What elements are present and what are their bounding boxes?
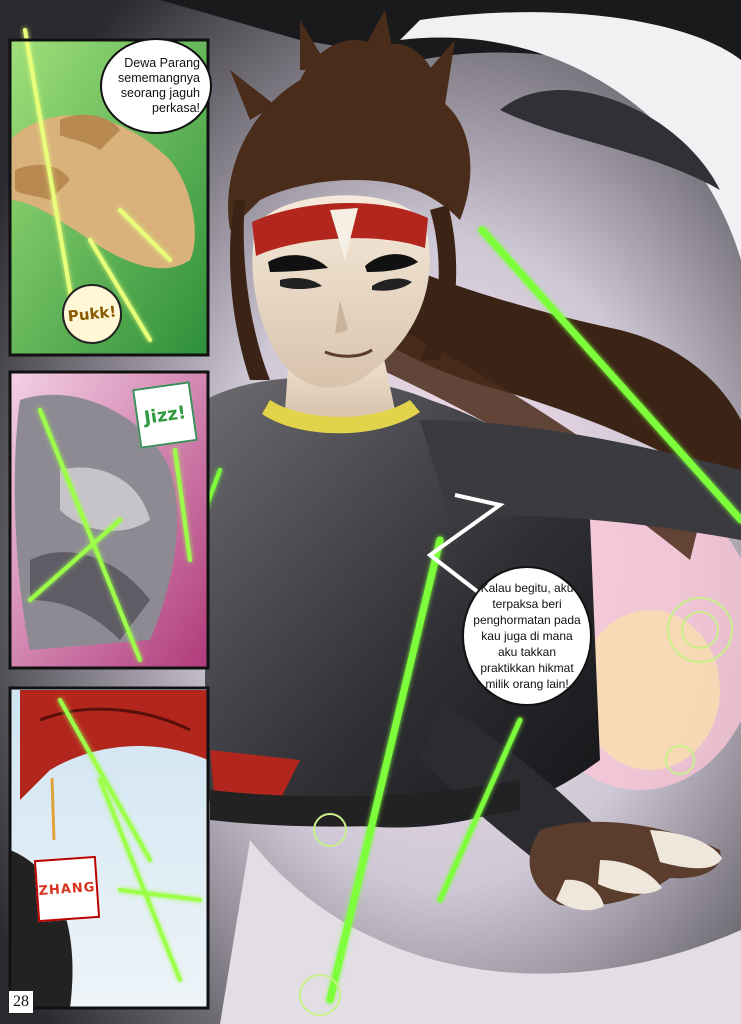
speech-bubble-right [462, 566, 592, 706]
sound-effect-pukk: Pukk! [59, 281, 125, 347]
speech-text-top: Dewa Parang sememangnya seorang jaguh perkasa! [118, 56, 200, 115]
speech-text-right: Kalau begitu, aku terpaksa beri penghormatan pada kau juga di mana aku takkan praktikkan hikmat milik orang lain! [473, 581, 581, 691]
speech-bubble-top [100, 38, 212, 134]
sound-effect-jizz: Jizz! [132, 381, 198, 448]
page-number: 28 [8, 990, 34, 1014]
sound-effect-zhang: ZHANG [34, 856, 100, 922]
